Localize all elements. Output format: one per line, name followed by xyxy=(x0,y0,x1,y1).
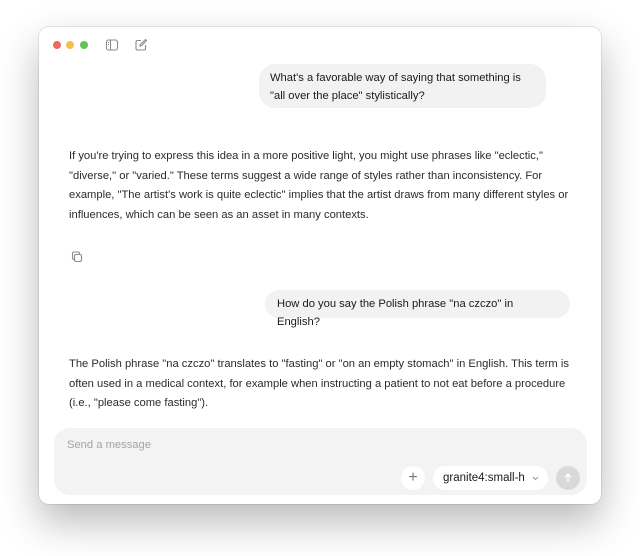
close-window-button[interactable] xyxy=(53,41,61,49)
app-window xyxy=(39,27,601,504)
assistant-message: The Polish phrase "na czczo" translates to "fasting" or "on an empty stomach" in English. This term is often used in a medical context, for example when instructing a patient to not eat before a procedure (i.e., "please come fasting"). xyxy=(69,358,569,409)
message-input[interactable] xyxy=(67,439,547,451)
add-attachment-button[interactable] xyxy=(401,466,425,490)
sidebar-toggle-icon[interactable] xyxy=(105,38,119,52)
message-composer xyxy=(54,428,587,495)
send-button[interactable] xyxy=(556,466,580,490)
plus-icon: + xyxy=(408,469,418,486)
user-message: What's a favorable way of saying that something is "all over the place" stylistically? xyxy=(259,64,546,108)
copy-icon[interactable] xyxy=(70,250,84,264)
model-selector[interactable] xyxy=(433,466,548,490)
titlebar xyxy=(39,27,601,63)
zoom-window-button[interactable] xyxy=(80,41,88,49)
model-label: granite4:small-h xyxy=(443,472,525,484)
assistant-message: If you're trying to express this idea in a more positive light, you might use phrases like "eclectic," "diverse," or "varied." These terms suggest a wide range of styles rather than inconsistency. For example, "The artist's work is quite eclectic" implies that the artist draws from many different styles or influences, which can be seen as an asset in many contexts. xyxy=(69,150,569,221)
arrow-up-icon xyxy=(562,472,574,484)
new-chat-icon[interactable] xyxy=(134,38,148,52)
chevron-down-icon xyxy=(532,476,539,481)
minimize-window-button[interactable] xyxy=(66,41,74,49)
user-message: How do you say the Polish phrase "na czczo" in English? xyxy=(265,290,570,318)
